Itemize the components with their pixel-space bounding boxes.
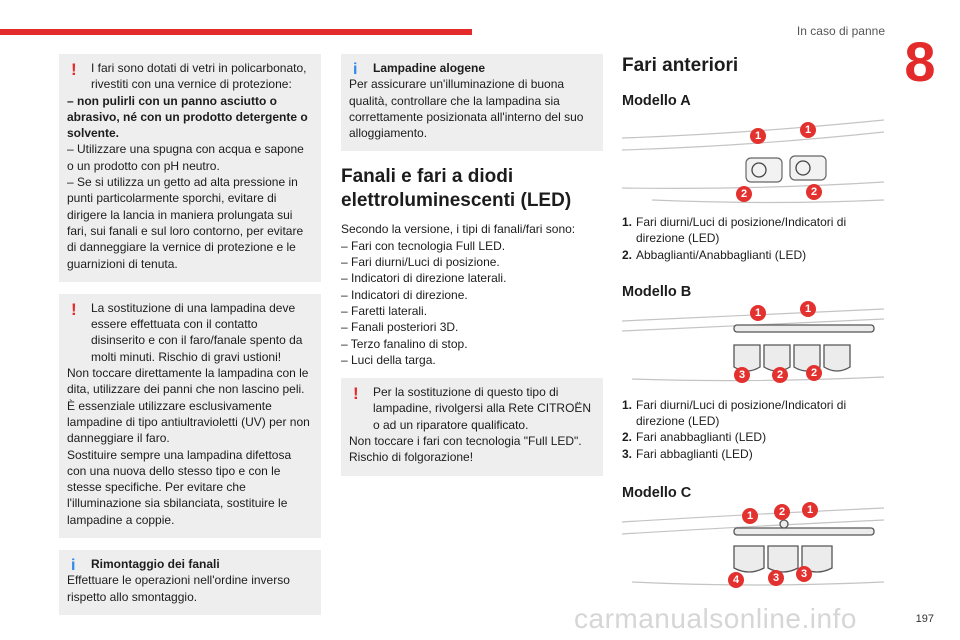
callout-badge: 2 bbox=[774, 504, 790, 520]
warning-exclamation-icon: ! bbox=[71, 60, 77, 79]
warning-box-policarbonate bbox=[59, 54, 321, 282]
list-item: – Faretti laterali. bbox=[341, 303, 428, 318]
info-box-reassembly bbox=[59, 550, 321, 615]
model-b-legend bbox=[622, 397, 884, 462]
callout-badge: 2 bbox=[736, 186, 752, 202]
list-item: – Indicatori di direzione laterali. bbox=[341, 271, 507, 286]
warning-text: La sostituzione di una lampadina deve essere effettuata con il contatto disinserito e con il faro/fanale spento da molti minuti. Rischio di gravi ustioni! bbox=[91, 300, 303, 364]
legend-item: 3. Fari abbaglianti (LED) bbox=[622, 446, 753, 461]
callout-badge: 3 bbox=[768, 570, 784, 586]
section-title: In caso di panne bbox=[796, 24, 885, 38]
led-type-list bbox=[341, 238, 603, 368]
callout-badge: 4 bbox=[728, 572, 744, 588]
list-item: – Luci della targa. bbox=[341, 352, 436, 367]
list-item: – Terzo fanalino di stop. bbox=[341, 336, 468, 351]
callout-badge: 3 bbox=[796, 566, 812, 582]
headlight-illustration-model-a bbox=[622, 110, 884, 210]
info-title: Lampadine alogene bbox=[373, 61, 486, 75]
model-b-title: Modello B bbox=[622, 283, 692, 300]
warning-exclamation-icon: ! bbox=[353, 384, 359, 404]
warning-text: I fari sono dotati di vetri in policarbonato, rivestiti con una vernice di protezione: bbox=[91, 61, 307, 92]
list-item: – Fanali posteriori 3D. bbox=[341, 320, 459, 335]
headlight-a-drawing bbox=[622, 110, 884, 210]
warning-line: – Utilizzare una spugna con acqua e sapone o un prodotto con pH neutro. bbox=[67, 142, 304, 173]
list-item: – Indicatori di direzione. bbox=[341, 287, 468, 302]
column-right bbox=[622, 54, 884, 592]
watermark: carmanualsonline.info bbox=[574, 603, 857, 634]
callout-badge: 1 bbox=[750, 305, 766, 321]
info-icon: i bbox=[71, 557, 76, 575]
info-text: Effettuare le operazioni nell'ordine inverso rispetto allo smontaggio. bbox=[67, 573, 290, 604]
callout-badge: 2 bbox=[806, 184, 822, 200]
legend-item: 1. Fari diurni/Luci di posizione/Indicatori di direzione (LED) bbox=[622, 397, 847, 429]
callout-badge: 1 bbox=[742, 508, 758, 524]
chapter-number: 8 bbox=[904, 30, 936, 93]
warning-text: Per la sostituzione di questo tipo di lampadine, rivolgersi alla Rete CITROËN o ad un riparatore qualificato. bbox=[373, 385, 592, 432]
top-accent-bar bbox=[0, 29, 472, 35]
section-heading-led: Fanali e fari a diodi elettroluminescenti (LED) bbox=[341, 166, 572, 212]
headlight-illustration-model-b bbox=[622, 301, 884, 393]
callout-badge: 2 bbox=[772, 367, 788, 383]
warning-line: È essenziale utilizzare esclusivamente lampadine di tipo antiultravioletti (UV) per non danneggiare il faro. bbox=[67, 398, 310, 446]
legend-item: 2. Fari anabbaglianti (LED) bbox=[622, 430, 767, 445]
callout-badge: 3 bbox=[734, 367, 750, 383]
warning-exclamation-icon: ! bbox=[71, 299, 77, 319]
legend-item: 2. Abbaglianti/Anabbaglianti (LED) bbox=[622, 247, 807, 262]
callout-badge: 1 bbox=[800, 301, 816, 317]
column-middle bbox=[341, 54, 603, 488]
callout-badge: 2 bbox=[806, 365, 822, 381]
warning-line: Sostituire sempre una lampadina difettosa con una nuova dello stesso tipo e con le stesse specifiche. Per evitare che l'illuminazione sia sbilanciata, sostituire le lampadine a coppie. bbox=[67, 447, 292, 527]
model-a-title: Modello A bbox=[622, 93, 691, 109]
callout-badge: 1 bbox=[750, 128, 766, 144]
list-item: – Fari diurni/Luci di posizione. bbox=[341, 255, 500, 270]
callout-badge: 1 bbox=[800, 122, 816, 138]
warning-box-led bbox=[341, 378, 603, 475]
warning-line: – non pulirli con un panno asciutto o abrasivo, né con un prodotto detergente o solvente. bbox=[67, 93, 308, 141]
info-text: Per assicurare un'illuminazione di buona qualità, controllare che la lampadina sia correttamente posizionata all'interno del suo alloggiamento. bbox=[349, 77, 584, 141]
warning-line: – Se si utilizza un getto ad alta pressione in punti particolarmente sporchi, evitare di dirigere la lancia in maniera prolungata sui fari, sui fanali e sul loro contorno, per evitare di danneggiare la vernice di protezione e le guarnizioni di tenuta. bbox=[67, 175, 304, 271]
section-heading-headlights: Fari anteriori bbox=[622, 55, 739, 76]
page-number: 197 bbox=[915, 613, 934, 625]
warning-box-replacement bbox=[59, 294, 321, 538]
info-icon: i bbox=[353, 61, 358, 78]
column-left bbox=[59, 54, 321, 627]
legend-item: 1. Fari diurni/Luci di posizione/Indicatori di direzione (LED) bbox=[622, 215, 847, 246]
warning-line: Non toccare direttamente la lampadina con le dita, utilizzare dei panni che non lascino peli. bbox=[67, 366, 309, 397]
headlight-illustration-model-c bbox=[622, 502, 884, 592]
model-c-title: Modello C bbox=[622, 485, 692, 502]
info-box-halogen bbox=[341, 54, 603, 151]
warning-line: Non toccare i fari con tecnologia "Full LED". Rischio di folgorazione! bbox=[349, 434, 582, 465]
callout-badge: 1 bbox=[802, 502, 818, 518]
list-item: – Fari con tecnologia Full LED. bbox=[341, 238, 506, 253]
model-a-legend bbox=[622, 214, 884, 263]
led-intro: Secondo la versione, i tipi di fanali/fari sono: bbox=[341, 222, 576, 237]
info-title: Rimontaggio dei fanali bbox=[91, 557, 220, 572]
